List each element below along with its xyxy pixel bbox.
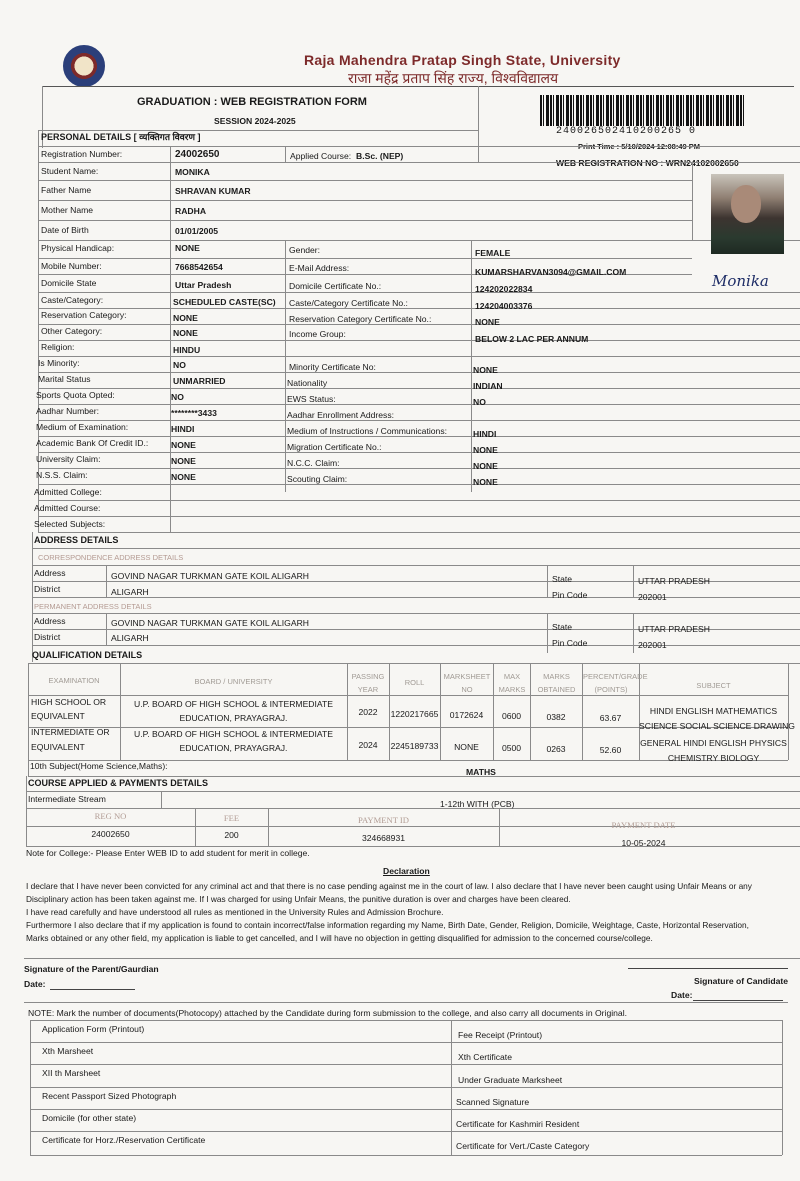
label-mobile: Mobile Number:: [41, 261, 102, 271]
perm-district-label: District: [34, 632, 61, 642]
pv-payment-date: 10-05-2024: [621, 838, 666, 848]
label-student-name: Student Name:: [41, 166, 99, 176]
q1-subject-line2: CHEMISTRY BIOLOGY: [667, 753, 760, 763]
label-aadhar: Aadhar Number:: [36, 406, 100, 416]
corr-address-label: Address: [34, 568, 66, 578]
doc-right-1: Fee Receipt (Printout): [458, 1030, 543, 1040]
corr-district-label: District: [34, 584, 61, 594]
declaration-line-5: Marks obtained or any other field, my application is liable to get cancelled, and I will have no objection in getting disqualified for admission to the concerned course/college.: [26, 933, 653, 943]
form-title: GRADUATION : WEB REGISTRATION FORM: [137, 96, 367, 108]
label-minority: Is Minority:: [38, 358, 80, 368]
q1-subject-line1: GENERAL HINDI ENGLISH PHYSICS: [640, 738, 787, 748]
label-father-name: Father Name: [41, 185, 92, 195]
label-religion: Religion:: [41, 342, 75, 352]
intermediate-stream-value: 1-12th WITH (PCB): [440, 799, 515, 809]
pv-reg-no: 24002650: [91, 829, 130, 839]
corr-pin-label: Pin Code: [552, 590, 588, 600]
doc-left-6: Certificate for Horz./Reservation Certificate: [42, 1135, 206, 1145]
ph-reg-no: REG NO: [94, 811, 127, 821]
label-email: E-Mail Address:: [289, 263, 350, 273]
label-sports-quota: Sports Quota Opted:: [36, 390, 115, 400]
q0-subject-line1: HINDI ENGLISH MATHEMATICS: [649, 706, 778, 716]
qh-examination: EXAMINATION: [48, 676, 100, 685]
tenth-subject-value: MATHS: [466, 767, 496, 777]
parent-signature-label: Signature of the Parent/Gaurdian: [24, 964, 159, 974]
value-abc-id: NONE: [171, 440, 196, 450]
label-admitted-course: Admitted Course:: [34, 503, 101, 513]
declaration-line-1: I declare that I have never been convicted for any criminal act and that there is no case pending against me in the court of law. I also declare that I have never been caught using Unfair Means or any: [26, 881, 752, 891]
value-income-group: BELOW 2 LAC PER ANNUM: [475, 334, 589, 344]
label-caste: Caste/Category:: [41, 295, 104, 305]
label-university-claim: University Claim:: [36, 454, 101, 464]
label-medium-instruction: Medium of Instructions / Communications:: [287, 426, 447, 436]
label-minority-cert: Minority Certificate No:: [289, 362, 376, 372]
permanent-title: PERMANENT ADDRESS DETAILS: [34, 602, 152, 611]
label-ews: EWS Status:: [287, 394, 336, 404]
value-scouting-claim: NONE: [473, 477, 498, 487]
address-details-title: ADDRESS DETAILS: [34, 535, 119, 545]
declaration-line-2: Disciplinary action has been taken against me. If I was charged for using Unfair Means, the punitive duration is over and charges have been cleared.: [26, 894, 571, 904]
label-domicile-state: Domicile State: [41, 278, 97, 288]
label-applied-course: Applied Course:: [290, 151, 352, 161]
declaration-line-4: Furthermore I also declare that if my application is found to contain incorrect/false information regarding my Name, Birth Date, Gender, Religion, Domicile, Weightage, Caste, Horizontal Reservation,: [26, 920, 749, 930]
label-nss-claim: N.S.S. Claim:: [36, 470, 88, 480]
label-ncc-claim: N.C.C. Claim:: [287, 458, 340, 468]
value-father-name: SHRAVAN KUMAR: [175, 186, 251, 196]
label-admitted-college: Admitted College:: [34, 487, 102, 497]
label-other-category: Other Category:: [41, 326, 103, 336]
corr-pin-value: 202001: [638, 592, 667, 602]
barcode: [540, 95, 745, 126]
university-name-en: Raja Mahendra Pratap Singh State, University: [304, 52, 621, 68]
print-time: Print Time : 5/10/2024 12:08:49 PM: [578, 142, 701, 151]
q0-percent: 63.67: [599, 713, 622, 723]
parent-date-label: Date:: [24, 979, 46, 989]
value-student-name: MONIKA: [175, 167, 210, 177]
value-ews: NO: [473, 397, 486, 407]
pv-fee: 200: [224, 830, 239, 840]
value-medium-exam: HINDI: [171, 424, 195, 434]
value-domicile-state: Uttar Pradesh: [175, 280, 232, 290]
tenth-subject-label: 10th Subject(Home Science,Maths):: [30, 761, 168, 771]
value-reservation: NONE: [173, 313, 198, 323]
value-minority: NO: [173, 360, 186, 370]
candidate-signature-label: Signature of Candidate: [694, 976, 789, 986]
label-migration-cert: Migration Certificate No.:: [287, 442, 382, 452]
q0-year: 2022: [358, 707, 378, 717]
q0-marksheet: 0172624: [449, 710, 484, 720]
declaration-title: Declaration: [383, 866, 430, 876]
qh-subject: SUBJECT: [696, 681, 731, 690]
q0-roll: 1220217665: [390, 709, 439, 719]
label-marital: Marital Status: [38, 374, 91, 384]
documents-note: NOTE: Mark the number of documents(Photocopy) attached by the Candidate during form submission to the college, and also carry all documents in Original.: [28, 1008, 627, 1018]
q1-exam-line2: EQUIVALENT: [31, 742, 85, 752]
q1-roll: 2245189733: [390, 741, 439, 751]
label-selected-subjects: Selected Subjects:: [34, 519, 106, 529]
value-gender: FEMALE: [475, 248, 511, 258]
qh-roll: ROLL: [404, 678, 425, 687]
intermediate-stream-label: Intermediate Stream: [28, 794, 106, 804]
corr-state-value: UTTAR PRADESH: [638, 576, 710, 586]
perm-pin-value: 202001: [638, 640, 667, 650]
value-religion: HINDU: [173, 345, 201, 355]
label-mother-name: Mother Name: [41, 205, 94, 215]
perm-district-value: ALIGARH: [111, 633, 149, 643]
label-nationality: Nationality: [287, 378, 328, 388]
ph-fee: FEE: [223, 813, 240, 823]
personal-details-title: PERSONAL DETAILS [ व्यक्तिगत विवरण ]: [41, 132, 201, 142]
value-email: KUMARSHARVAN3094@GMAIL.COM: [475, 267, 627, 277]
corr-district-value: ALIGARH: [111, 587, 149, 597]
qualification-details-title: QUALIFICATION DETAILS: [32, 650, 143, 660]
qh-percent: PERCENT/GRADE (POINTS): [583, 672, 648, 694]
value-mother-name: RADHA: [175, 206, 207, 216]
college-note: Note for College:- Please Enter WEB ID to add student for merit in college.: [26, 848, 310, 858]
label-scouting-claim: Scouting Claim:: [287, 474, 348, 484]
q0-subject-line2: SCIENCE SOCIAL SCIENCE DRAWING: [639, 721, 795, 731]
label-domicile-cert: Domicile Certificate No.:: [289, 281, 382, 291]
q1-board-line2: EDUCATION, PRAYAGRAJ.: [179, 743, 288, 753]
value-dob: 01/01/2005: [175, 226, 219, 236]
value-caste-cert: 124204003376: [475, 301, 533, 311]
candidate-signature: Monika: [712, 272, 769, 290]
label-income-group: Income Group:: [289, 329, 346, 339]
barcode-number: 240026502410200265 0: [556, 126, 697, 137]
value-ncc-claim: NONE: [473, 461, 498, 471]
value-registration-number: 24002650: [175, 149, 220, 160]
corr-state-label: State: [552, 574, 573, 584]
doc-left-1: Application Form (Printout): [42, 1024, 145, 1034]
value-physical-handicap: NONE: [175, 243, 200, 253]
candidate-date-label: Date:: [671, 990, 693, 1000]
q0-exam-line2: EQUIVALENT: [31, 711, 85, 721]
correspondence-title: CORRESPONDENCE ADDRESS DETAILS: [38, 553, 184, 562]
perm-pin-label: Pin Code: [552, 638, 588, 648]
q1-marksheet: NONE: [454, 742, 479, 752]
doc-right-3: Under Graduate Marksheet: [458, 1075, 563, 1085]
ph-payment-date: PAYMENT DATE: [611, 820, 676, 830]
value-nss-claim: NONE: [171, 472, 196, 482]
value-other-category: NONE: [173, 328, 198, 338]
perm-address-value: GOVIND NAGAR TURKMAN GATE KOIL ALIGARH: [111, 618, 310, 628]
value-marital: UNMARRIED: [173, 376, 226, 386]
value-mobile: 7668542654: [175, 262, 223, 272]
qh-max-marks: MAX MARKS: [498, 672, 526, 694]
value-applied-course: B.Sc. (NEP): [356, 151, 404, 161]
qh-marksheet-no: MARKSHEET NO: [443, 672, 491, 694]
label-reservation-cert: Reservation Category Certificate No.:: [289, 314, 432, 324]
perm-state-value: UTTAR PRADESH: [638, 624, 710, 634]
session: SESSION 2024-2025: [214, 116, 296, 126]
q0-max: 0600: [501, 711, 522, 721]
corr-address-value: GOVIND NAGAR TURKMAN GATE KOIL ALIGARH: [111, 571, 310, 581]
label-reservation: Reservation Category:: [41, 310, 127, 320]
doc-left-5: Domicile (for other state): [42, 1113, 137, 1123]
doc-right-5: Certificate for Kashmiri Resident: [456, 1119, 580, 1129]
course-payment-title: COURSE APPLIED & PAYMENTS DETAILS: [28, 778, 209, 788]
q1-max: 0500: [501, 743, 522, 753]
q0-board-line2: EDUCATION, PRAYAGRAJ.: [179, 713, 288, 723]
label-medium-exam: Medium of Examination:: [36, 422, 129, 432]
value-university-claim: NONE: [171, 456, 196, 466]
value-migration-cert: NONE: [473, 445, 498, 455]
value-reservation-cert: NONE: [475, 317, 500, 327]
qh-marks-obtained: MARKS OBTAINED: [537, 672, 576, 694]
label-dob: Date of Birth: [41, 225, 89, 235]
value-domicile-cert: 124202022834: [475, 284, 533, 294]
value-nationality: INDIAN: [473, 381, 503, 391]
doc-left-3: XII th Marsheet: [42, 1068, 101, 1078]
doc-left-4: Recent Passport Sized Photograph: [42, 1091, 177, 1101]
q0-board-line1: U.P. BOARD OF HIGH SCHOOL & INTERMEDIATE: [134, 699, 333, 709]
ph-payment-id: PAYMENT ID: [357, 815, 410, 825]
label-physical-handicap: Physical Handicap:: [41, 243, 115, 253]
label-gender: Gender:: [289, 245, 321, 255]
declaration-line-3: I have read carefully and have understood all rules as mentioned in the University Rules and Admission Brochure.: [26, 907, 444, 917]
value-aadhar: ********3433: [171, 408, 217, 418]
doc-right-2: Xth Certificate: [458, 1052, 512, 1062]
value-caste: SCHEDULED CASTE(SC): [173, 297, 276, 307]
q1-exam-line1: INTERMEDIATE OR: [31, 727, 110, 737]
value-sports-quota: NO: [171, 392, 184, 402]
label-registration-number: Registration Number:: [41, 149, 123, 159]
web-registration-no: WEB REGISTRATION NO : WRN24102002650: [556, 158, 739, 168]
declaration-text: [26, 880, 791, 945]
perm-address-label: Address: [34, 616, 66, 626]
q1-obtained: 0263: [546, 744, 566, 754]
perm-state-label: State: [552, 622, 573, 632]
qh-board: BOARD / UNIVERSITY: [194, 677, 273, 686]
q1-board-line1: U.P. BOARD OF HIGH SCHOOL & INTERMEDIATE: [134, 729, 333, 739]
pv-payment-id: 324668931: [361, 833, 405, 843]
university-logo: [63, 45, 105, 87]
label-aadhar-address: Aadhar Enrollment Address:: [287, 410, 395, 420]
q0-obtained: 0382: [546, 712, 566, 722]
q1-percent: 52.60: [599, 745, 622, 755]
university-name-hi: राजा महेंद्र प्रताप सिंह राज्य, विश्वविद्यालय: [348, 70, 559, 86]
label-caste-cert: Caste/Category Certificate No.:: [289, 298, 408, 308]
value-medium-instruction: HINDI: [473, 429, 497, 439]
qh-passing-year: PASSING YEAR: [351, 672, 385, 694]
doc-right-4: Scanned Signature: [456, 1097, 530, 1107]
doc-left-2: Xth Marsheet: [42, 1046, 94, 1056]
q0-exam-line1: HIGH SCHOOL OR: [31, 697, 107, 707]
doc-right-6: Certificate for Vert./Caste Category: [456, 1141, 590, 1151]
label-abc-id: Academic Bank Of Credit ID.:: [36, 438, 149, 448]
value-minority-cert: NONE: [473, 365, 498, 375]
q1-year: 2024: [358, 740, 378, 750]
photo-face: [731, 185, 761, 223]
